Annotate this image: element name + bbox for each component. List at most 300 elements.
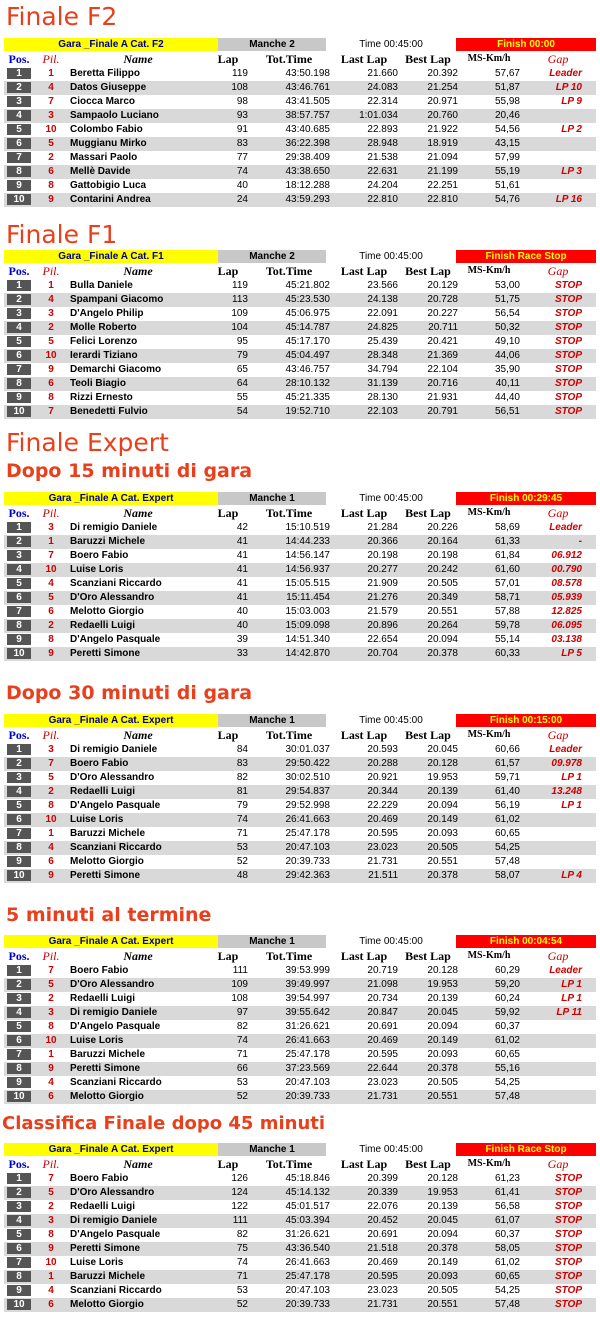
cell-name: Luise Loris: [70, 814, 124, 825]
position-badge: 5: [7, 800, 31, 811]
finish-status: Finish Race Stop: [456, 1143, 596, 1156]
cell-ms: 59,92: [494, 1007, 520, 1018]
cell-pil: 4: [48, 1285, 54, 1296]
race-info-bar: [4, 714, 596, 727]
table-row: [4, 1034, 596, 1048]
table-row: [4, 1200, 596, 1214]
cell-lap: 97: [236, 1007, 248, 1018]
cell-pil: 7: [48, 96, 54, 107]
cell-last: 20.344: [367, 786, 398, 797]
cell-pil: 10: [45, 1257, 57, 1268]
cell-last: 25.439: [367, 336, 398, 347]
cell-tot: 45:23.530: [285, 294, 330, 305]
table-row: [4, 95, 596, 109]
cell-gap: STOP: [554, 1299, 582, 1310]
cell-gap: [520, 1062, 596, 1076]
header-ms: MS-Km/h: [467, 507, 511, 518]
cell-lap: 64: [236, 378, 248, 389]
cell-gap: [520, 1048, 596, 1062]
cell-tot: 15:10.519: [285, 522, 330, 533]
cell-tot: 25:47.178: [285, 1271, 330, 1282]
cell-ms: 59,20: [494, 979, 520, 990]
cell-last: 20.704: [367, 648, 398, 659]
cell-gap: STOP: [554, 1271, 582, 1282]
cell-pos: [4, 1034, 34, 1048]
cell-best: 18.919: [427, 138, 458, 149]
cell-tot: 43:59.293: [285, 194, 330, 205]
header-pos: Pos.: [8, 1157, 30, 1171]
cell-lap: 24: [236, 194, 248, 205]
position-badge: 1: [7, 744, 31, 755]
table-header: [4, 263, 596, 279]
cell-tot: 14:42.870: [285, 648, 330, 659]
cell-tot: 20:39.733: [285, 1299, 330, 1310]
header-pos: Pos.: [8, 728, 30, 742]
cell-ms: 49,10: [494, 336, 520, 347]
position-badge: 4: [7, 1215, 31, 1226]
cell-lap: 95: [236, 336, 248, 347]
cell-gap: [520, 1020, 596, 1034]
cell-name: Boero Fabio: [70, 1173, 129, 1184]
table-header: [4, 1156, 596, 1172]
cell-ms: 55,19: [494, 166, 520, 177]
cell-lap: 84: [236, 744, 248, 755]
cell-tot: 25:47.178: [285, 828, 330, 839]
cell-tot: 14:56.937: [285, 564, 330, 575]
cell-last: 22.076: [367, 1201, 398, 1212]
cell-tot: 36:22.398: [285, 138, 330, 149]
cell-tot: 45:04.497: [285, 350, 330, 361]
header-lap: Lap: [217, 506, 239, 520]
cell-lap: 54: [236, 406, 248, 417]
cell-name: D'Angelo Pasquale: [70, 1229, 161, 1240]
cell-name: Ierardi Tiziano: [70, 350, 138, 361]
cell-pil: 3: [48, 1215, 54, 1226]
position-badge: 2: [7, 758, 31, 769]
table-row: [4, 321, 596, 335]
table-row: [4, 165, 596, 179]
cell-tot: 29:50.422: [285, 758, 330, 769]
cell-pil: 1: [48, 1049, 54, 1060]
cell-pos: [4, 81, 34, 95]
finish-status: Finish 00:29:45: [456, 492, 596, 505]
cell-pil: 2: [48, 322, 54, 333]
cell-name: Melotto Giorgio: [70, 1091, 144, 1102]
cell-name: Scanziani Riccardo: [70, 842, 162, 853]
cell-tot: 15:05.515: [285, 578, 330, 589]
cell-best: 19.953: [427, 1187, 458, 1198]
cell-pos: [4, 785, 34, 799]
cell-pos: [4, 1076, 34, 1090]
cell-tot: 43:50.198: [285, 68, 330, 79]
cell-tot: 43:46.761: [285, 82, 330, 93]
race-info-bar: [4, 492, 596, 505]
cell-pil: 5: [48, 979, 54, 990]
position-badge: 7: [7, 152, 31, 163]
cell-ms: 55,14: [494, 634, 520, 645]
cell-ms: 60,33: [494, 648, 520, 659]
cell-lap: 122: [231, 1201, 248, 1212]
table-header: [4, 505, 596, 521]
cell-tot: 45:17.170: [285, 336, 330, 347]
results-table: [4, 38, 596, 207]
cell-last: 21.579: [367, 606, 398, 617]
cell-ms: 54,76: [494, 194, 520, 205]
position-badge: 2: [7, 294, 31, 305]
position-badge: 1: [7, 68, 31, 79]
table-row: [4, 549, 596, 563]
cell-pil: 4: [48, 842, 54, 853]
cell-pos: [4, 992, 34, 1006]
cell-ms: 54,25: [494, 1077, 520, 1088]
cell-pil: 2: [48, 786, 54, 797]
cell-gap: 03.138: [551, 634, 582, 645]
cell-lap: 75: [236, 1243, 248, 1254]
position-badge: 8: [7, 166, 31, 177]
table-row: [4, 1228, 596, 1242]
cell-ms: 57,48: [494, 1091, 520, 1102]
position-badge: 3: [7, 993, 31, 1004]
position-badge: 4: [7, 110, 31, 121]
cell-tot: 39:55.642: [285, 1007, 330, 1018]
cell-ms: 58,71: [494, 592, 520, 603]
cell-pos: [4, 605, 34, 619]
cell-gap: STOP: [554, 1229, 582, 1240]
cell-name: Bulla Daniele: [70, 280, 133, 291]
table-row: [4, 109, 596, 123]
cell-lap: 52: [236, 1299, 248, 1310]
finish-status: Finish 00:04:54: [456, 935, 596, 948]
results-table: [4, 714, 596, 883]
header-pil: Pil.: [42, 52, 60, 66]
table-row: [4, 785, 596, 799]
table-row: [4, 535, 596, 549]
cell-gap: [520, 827, 596, 841]
table-row: [4, 605, 596, 619]
cell-pil: 5: [48, 138, 54, 149]
cell-lap: 41: [236, 578, 248, 589]
cell-tot: 39:53.999: [285, 965, 330, 976]
cell-name: Boero Fabio: [70, 758, 129, 769]
cell-ms: 61,07: [494, 1215, 520, 1226]
cell-ms: 57,48: [494, 856, 520, 867]
cell-tot: 39:54.997: [285, 993, 330, 1004]
header-best: Best Lap: [405, 1157, 451, 1171]
cell-lap: 81: [236, 786, 248, 797]
table-row: [4, 563, 596, 577]
cell-pos: [4, 577, 34, 591]
cell-pos: [4, 549, 34, 563]
cell-tot: 15:11.454: [286, 592, 330, 603]
cell-pos: [4, 771, 34, 785]
cell-last: 20.399: [367, 1173, 398, 1184]
manche-label: Manche 2: [218, 250, 326, 263]
cell-last: 1:01.034: [359, 110, 398, 121]
position-badge: 9: [7, 856, 31, 867]
race-name: Gara _Finale A Cat. Expert: [4, 492, 218, 505]
position-badge: 10: [7, 1299, 31, 1310]
cell-ms: 55,98: [494, 96, 520, 107]
cell-lap: 41: [236, 536, 248, 547]
table-row: [4, 405, 596, 419]
cell-ms: 43,15: [494, 138, 520, 149]
race-time: Time 00:45:00: [326, 250, 456, 263]
header-gap: Gap: [547, 728, 569, 742]
cell-gap: [520, 841, 596, 855]
cell-gap: STOP: [554, 350, 582, 361]
cell-ms: 56,19: [494, 800, 520, 811]
position-badge: 3: [7, 772, 31, 783]
cell-best: 20.349: [427, 592, 458, 603]
table-row: [4, 137, 596, 151]
cell-tot: 45:18.846: [285, 1173, 330, 1184]
header-name: Name: [123, 949, 153, 963]
cell-lap: 52: [236, 856, 248, 867]
cell-best: 20.264: [427, 620, 458, 631]
cell-lap: 40: [236, 620, 248, 631]
cell-gap: [520, 151, 596, 165]
cell-name: D'Angelo Pasquale: [70, 800, 161, 811]
header-name: Name: [123, 506, 153, 520]
cell-lap: 74: [236, 814, 248, 825]
position-badge: 4: [7, 322, 31, 333]
position-badge: 5: [7, 1021, 31, 1032]
cell-pil: 7: [48, 758, 54, 769]
cell-name: Redaelli Luigi: [70, 1201, 136, 1212]
cell-last: 20.469: [367, 1257, 398, 1268]
cell-ms: 50,32: [494, 322, 520, 333]
cell-last: 20.734: [367, 993, 398, 1004]
cell-pil: 9: [48, 870, 54, 881]
cell-best: 20.139: [427, 993, 458, 1004]
cell-gap: 06.912: [551, 550, 582, 561]
cell-pil: 6: [48, 856, 54, 867]
cell-best: 20.378: [427, 1063, 458, 1074]
cell-last: 21.731: [367, 1299, 398, 1310]
table-row: [4, 1076, 596, 1090]
header-last: Last Lap: [340, 728, 388, 742]
cell-best: 20.551: [427, 1091, 458, 1102]
cell-ms: 61,40: [494, 786, 520, 797]
position-badge: 1: [7, 280, 31, 291]
cell-ms: 58,05: [494, 1243, 520, 1254]
table-row: [4, 1020, 596, 1034]
cell-best: 20.378: [427, 648, 458, 659]
cell-best: 20.093: [427, 1271, 458, 1282]
race-name: Gara _Finale A Cat. F1: [4, 250, 218, 263]
cell-pil: 1: [48, 536, 54, 547]
position-badge: 6: [7, 1035, 31, 1046]
position-badge: 9: [7, 1285, 31, 1296]
position-badge: 5: [7, 578, 31, 589]
manche-label: Manche 1: [218, 935, 326, 948]
cell-lap: 113: [232, 294, 248, 305]
cell-name: Redaelli Luigi: [70, 993, 136, 1004]
cell-ms: 51,75: [494, 294, 520, 305]
cell-pos: [4, 335, 34, 349]
cell-last: 21.909: [367, 578, 398, 589]
cell-tot: 20:47.103: [285, 842, 330, 853]
cell-ms: 59,78: [494, 620, 520, 631]
cell-name: D'Oro Alessandro: [70, 979, 155, 990]
cell-pil: 8: [48, 1229, 54, 1240]
cell-lap: 41: [236, 592, 248, 603]
cell-lap: 65: [236, 364, 248, 375]
cell-best: 21.369: [427, 350, 458, 361]
cell-gap: 06.095: [551, 620, 582, 631]
cell-ms: 61,02: [494, 814, 520, 825]
cell-last: 20.339: [367, 1187, 398, 1198]
cell-pil: 8: [48, 634, 54, 645]
cell-pil: 5: [48, 336, 54, 347]
table-body: [4, 1172, 596, 1312]
cell-name: Luise Loris: [70, 1035, 124, 1046]
cell-last: 20.595: [367, 1271, 398, 1282]
cell-best: 20.149: [427, 814, 458, 825]
cell-last: 20.593: [367, 744, 398, 755]
header-tot: Tot.Time: [265, 1157, 313, 1171]
cell-name: Benedetti Fulvio: [70, 406, 148, 417]
cell-best: 20.242: [427, 564, 458, 575]
header-tot: Tot.Time: [265, 949, 313, 963]
cell-last: 28.948: [367, 138, 398, 149]
cell-best: 20.128: [427, 758, 458, 769]
header-gap: Gap: [547, 52, 569, 66]
table-row: [4, 841, 596, 855]
position-badge: 7: [7, 1257, 31, 1268]
cell-pos: [4, 1172, 34, 1186]
cell-pil: 6: [48, 1299, 54, 1310]
cell-tot: 20:39.733: [285, 856, 330, 867]
cell-gap: STOP: [554, 1201, 582, 1212]
cell-tot: 14:44.233: [285, 536, 330, 547]
cell-pil: 5: [48, 1187, 54, 1198]
table-row: [4, 349, 596, 363]
cell-pos: [4, 1270, 34, 1284]
cell-ms: 56,51: [494, 406, 520, 417]
cell-pos: [4, 363, 34, 377]
header-ms: MS-Km/h: [467, 1158, 511, 1169]
cell-tot: 43:46.757: [285, 364, 330, 375]
header-best: Best Lap: [405, 264, 451, 278]
cell-name: Redaelli Luigi: [70, 620, 136, 631]
cell-lap: 48: [236, 870, 248, 881]
header-gap: Gap: [547, 264, 569, 278]
cell-pil: 10: [45, 564, 57, 575]
cell-pos: [4, 827, 34, 841]
position-badge: 10: [7, 194, 31, 205]
cell-best: 20.149: [427, 1035, 458, 1046]
cell-tot: 45:06.975: [285, 308, 330, 319]
header-lap: Lap: [217, 949, 239, 963]
cell-pos: [4, 67, 34, 81]
cell-pil: 3: [48, 744, 54, 755]
cell-tot: 37:23.569: [285, 1063, 330, 1074]
cell-name: Peretti Simone: [70, 648, 141, 659]
cell-lap: 82: [236, 772, 248, 783]
header-last: Last Lap: [340, 949, 388, 963]
cell-name: Scanziani Riccardo: [70, 1285, 162, 1296]
cell-gap: 05.939: [551, 592, 582, 603]
cell-name: Felici Lorenzo: [70, 336, 138, 347]
cell-best: 20.198: [427, 550, 458, 561]
table-row: [4, 179, 596, 193]
table-row: [4, 67, 596, 81]
cell-ms: 20,46: [494, 110, 520, 121]
cell-lap: 126: [231, 1173, 248, 1184]
position-badge: 3: [7, 96, 31, 107]
table-row: [4, 1242, 596, 1256]
cell-best: 20.971: [427, 96, 458, 107]
results-table: [4, 1143, 596, 1312]
position-badge: 4: [7, 786, 31, 797]
cell-ms: 60,65: [494, 828, 520, 839]
cell-name: Massari Paolo: [70, 152, 138, 163]
cell-gap: STOP: [554, 406, 582, 417]
cell-best: 20.421: [427, 336, 458, 347]
cell-name: Boero Fabio: [70, 550, 129, 561]
cell-lap: 53: [236, 1077, 248, 1088]
header-best: Best Lap: [405, 506, 451, 520]
cell-best: 20.505: [427, 1077, 458, 1088]
cell-pos: [4, 1242, 34, 1256]
cell-last: 20.719: [367, 965, 398, 976]
header-ms: MS-Km/h: [467, 950, 511, 961]
cell-last: 21.660: [367, 68, 398, 79]
table-row: [4, 293, 596, 307]
cell-gap: STOP: [554, 1257, 582, 1268]
cell-best: 20.094: [427, 1021, 458, 1032]
cell-lap: 93: [236, 110, 248, 121]
header-pil: Pil.: [42, 264, 60, 278]
cell-last: 24.138: [367, 294, 398, 305]
cell-pos: [4, 321, 34, 335]
cell-gap: LP 1: [561, 772, 582, 783]
cell-lap: 53: [236, 1285, 248, 1296]
cell-lap: 108: [231, 993, 248, 1004]
table-row: [4, 1048, 596, 1062]
position-badge: 9: [7, 1077, 31, 1088]
cell-best: 20.505: [427, 842, 458, 853]
header-pil: Pil.: [42, 728, 60, 742]
cell-pil: 7: [48, 406, 54, 417]
cell-best: 20.045: [427, 1215, 458, 1226]
section-title: 5 minuti al termine: [6, 904, 212, 926]
cell-best: 20.227: [427, 308, 458, 319]
cell-last: 24.083: [367, 82, 398, 93]
header-pos: Pos.: [8, 264, 30, 278]
cell-name: Di remigio Daniele: [70, 1007, 158, 1018]
cell-gap: [520, 1034, 596, 1048]
cell-name: Peretti Simone: [70, 1063, 141, 1074]
cell-ms: 59,71: [494, 772, 520, 783]
cell-last: 20.452: [367, 1215, 398, 1226]
cell-gap: STOP: [554, 378, 582, 389]
position-badge: 4: [7, 564, 31, 575]
cell-ms: 44,06: [494, 350, 520, 361]
cell-ms: 60,66: [494, 744, 520, 755]
cell-lap: 79: [236, 350, 248, 361]
cell-lap: 82: [236, 1021, 248, 1032]
cell-gap: STOP: [554, 1285, 582, 1296]
cell-name: Di remigio Daniele: [70, 744, 158, 755]
race-name: Gara _Finale A Cat. Expert: [4, 1143, 218, 1156]
cell-ms: 55,16: [494, 1063, 520, 1074]
cell-pil: 3: [48, 1007, 54, 1018]
cell-ms: 58,69: [494, 522, 520, 533]
race-info-bar: [4, 38, 596, 51]
cell-last: 23.023: [367, 1285, 398, 1296]
